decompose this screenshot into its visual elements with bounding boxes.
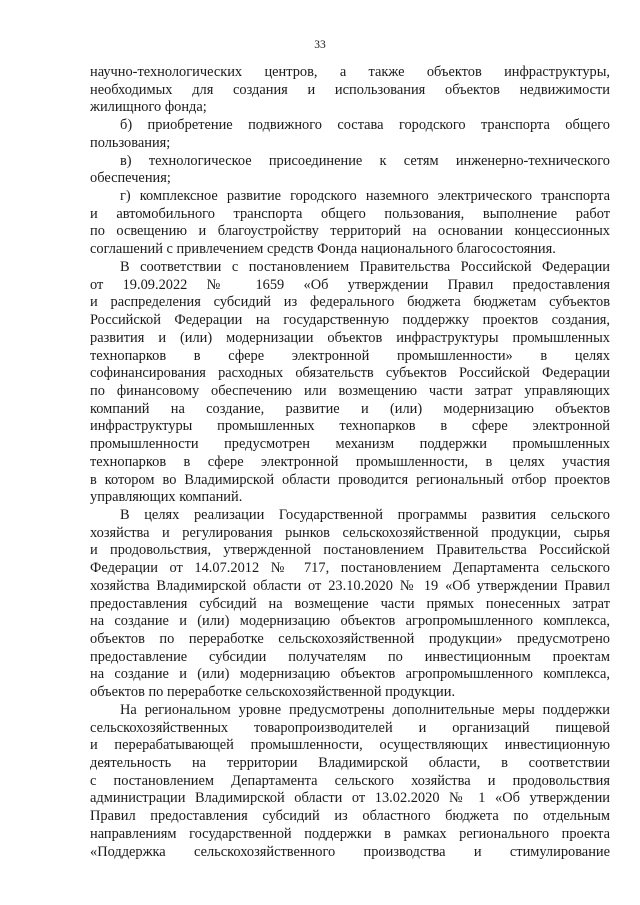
text-line: г) комплексное развитие городского наземного электрического транспорта <box>120 188 610 205</box>
text-line: на создание и (или) модернизацию объектов агропромышленного комплекса, <box>90 613 610 630</box>
text-line: и автомобильного транспорта общего пользования, выполнение работ <box>90 205 610 222</box>
text-line: инфраструктуры промышленных технопарков в сфере электронной <box>90 418 610 435</box>
text-line: «Поддержка сельскохозяйственного производства и стимулирование <box>90 843 610 860</box>
text-line: жилищного фонда; <box>90 99 207 116</box>
text-line: В соответствии с постановлением Правительства Российской Федерации <box>120 258 610 275</box>
text-line: направлениям государственной поддержки в рамках регионального проекта <box>90 825 610 842</box>
text-line: объектов по переработке сельскохозяйственной продукции. <box>90 684 456 701</box>
text-line: предоставления субсидий на возмещение части прямых понесенных затрат <box>90 595 610 612</box>
text-line: промышленности предусмотрен механизм поддержки промышленных <box>90 436 610 453</box>
text-line: технопарков в сфере электронной промышленности» в целях <box>90 347 610 364</box>
document-body <box>90 64 610 861</box>
text-line: и перерабатывающей промышленности, осуществляющих инвестиционную <box>90 737 610 754</box>
text-line: управляющих компаний. <box>90 489 243 506</box>
text-line: софинансирования расходных обязательств субъектов Российской Федерации <box>90 365 610 382</box>
text-line: научно-технологических центров, а также объектов инфраструктуры, <box>90 64 610 80</box>
text-line: от 19.09.2022 № 1659 «Об утверждении Правил предоставления <box>90 276 610 293</box>
text-line: Федерации от 14.07.2012 № 717, постановлением Департамента сельского <box>90 560 610 577</box>
text-line: Российской Федерации на государственную поддержку проектов создания, <box>90 312 610 329</box>
text-line: В целях реализации Государственной программы развития сельского <box>120 506 610 523</box>
text-line: деятельность на территории Владимирской области, в соответствии <box>90 755 610 772</box>
text-line: обеспечения; <box>90 170 171 187</box>
text-line: соглашений с привлечением средств Фонда национального благосостояния. <box>90 241 556 258</box>
text-line: по освещению и благоустройству территорий на основании концессионных <box>90 223 610 240</box>
text-line: необходимых для создания и использования объектов недвижимости <box>90 81 610 98</box>
text-line: с постановлением Департамента сельского хозяйства и продовольствия <box>90 772 610 789</box>
text-line: и распределения субсидий из федерального бюджета бюджетам субъектов <box>90 294 610 311</box>
text-line: хозяйства и регулирования рынков сельскохозяйственной продукции, сырья <box>90 524 610 541</box>
text-line: пользования; <box>90 134 171 151</box>
text-line: по финансовому обеспечению или возмещению части затрат управляющих <box>90 382 610 399</box>
text-line: и продовольствия, утвержденной постановлением Правительства Российской <box>90 542 610 559</box>
text-line: в) технологическое присоединение к сетям инженерно-технического <box>120 152 610 169</box>
text-line: объектов по переработке сельскохозяйственной продукции» предусмотрено <box>90 631 610 647</box>
text-line: б) приобретение подвижного состава городского транспорта общего <box>120 117 610 134</box>
text-line: администрации Владимирской области от 13.02.2020 № 1 «Об утверждении <box>90 790 610 807</box>
text-line: в котором во Владимирской области проводится региональный отбор проектов <box>90 471 610 488</box>
text-line: Правил предоставления субсидий из областного бюджета по отдельным <box>90 808 610 825</box>
text-line: технопарков в сфере электронной промышленности, в целях участия <box>90 453 610 470</box>
text-line: На региональном уровне предусмотрены дополнительные меры поддержки <box>120 701 610 718</box>
text-line: развития и (или) модернизации объектов инфраструктуры промышленных <box>90 329 610 346</box>
text-line: предоставление субсидии получателям по инвестиционным проектам <box>90 648 610 665</box>
text-line: хозяйства Владимирской области от 23.10.2020 № 19 «Об утверждении Правил <box>90 577 610 594</box>
text-line: компаний на создание, развитие и (или) модернизацию объектов <box>90 400 610 417</box>
text-line: сельскохозяйственных товаропроизводителей и организаций пищевой <box>90 719 610 736</box>
page-number: 33 <box>314 39 326 51</box>
text-line: на создание и (или) модернизацию объектов агропромышленного комплекса, <box>90 666 610 683</box>
